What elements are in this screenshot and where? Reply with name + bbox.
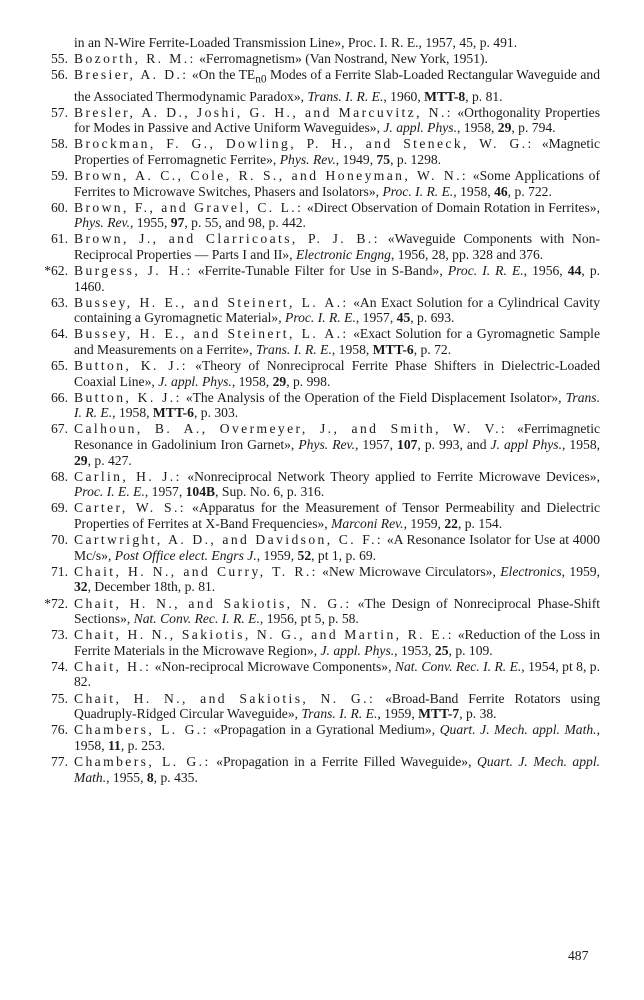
- reference-number: 61.: [51, 231, 68, 247]
- volume: 46: [494, 183, 508, 199]
- text-segment: , p. 55, and 98, p. 442.: [184, 215, 306, 231]
- journal-title: Electronics: [500, 563, 562, 579]
- reference-number: 67.: [51, 421, 68, 437]
- reference-entry: [30, 200, 600, 231]
- journal-title: Post Office elect. Engrs J.: [114, 547, 257, 563]
- text-segment: , 1959,: [561, 563, 600, 579]
- volume: 107: [397, 437, 418, 453]
- journal-title: J. appl. Phys.: [383, 120, 457, 136]
- authors: Chait, H. N., and Sakiotis, N. G.:: [74, 690, 376, 706]
- text-segment: , p. 81.: [465, 88, 503, 104]
- text-segment: , p. 794.: [511, 120, 556, 136]
- journal-title: Proc. I. R. E.: [382, 183, 454, 199]
- text-segment: , p. 722.: [507, 183, 552, 199]
- reference-number: 77.: [51, 753, 68, 769]
- volume: MTT-6: [372, 342, 414, 357]
- journal-title: Trans. I. R. E.: [74, 389, 600, 421]
- journal-title: Trans. I. R. E.: [301, 706, 378, 722]
- reference-number: 71.: [51, 563, 68, 579]
- text-segment: , 1958,: [331, 342, 373, 357]
- reference-entry: [30, 691, 600, 722]
- reference-number: 74.: [51, 658, 68, 674]
- text-segment: «Nonreciprocal Network Theory applied to Ferrite Microwave Devices»,: [181, 468, 600, 484]
- text-segment: , 1957,: [144, 484, 186, 500]
- text-segment: Modes of a Ferrite Slab-Loaded Rectangular Waveguide and the Associated Thermodynamic Paradox»,: [74, 67, 600, 104]
- reference-number: 59.: [51, 167, 68, 183]
- text-segment: «Direct Observation of Domain Rotation in Ferrites»,: [303, 199, 600, 215]
- text-segment: , 1960,: [383, 88, 425, 104]
- text-segment: «Some Applications of Ferrites to Microwave Switches, Phasers and Isolators»,: [74, 167, 601, 199]
- volume: 45: [459, 35, 473, 50]
- text-segment: «Theory of Nonreciprocal Ferrite Phase Shifters in Dielectric-Loaded Coaxial Line»,: [74, 358, 600, 389]
- text-segment: , 1954, pt 8, p. 82.: [74, 658, 600, 690]
- text-segment: «Apparatus for the Measurement of Tensor Permeability and Dielectric Properties of Ferrites at X-Band Frequencies»,: [74, 500, 601, 532]
- journal-title: Electronic Engng: [295, 246, 391, 262]
- journal-title: Quart. J. Mech. appl. Math.: [74, 753, 600, 785]
- reference-entry: [30, 754, 600, 785]
- text-segment: , p. 1298.: [390, 151, 442, 167]
- text-segment: «Non-reciprocal Microwave Components»,: [151, 658, 395, 674]
- text-segment: , 1957,: [355, 310, 397, 326]
- reference-entry: [30, 627, 600, 658]
- volume: 75: [376, 151, 391, 167]
- text-segment: , pt 1, p. 69.: [311, 547, 377, 563]
- volume: 44: [567, 263, 582, 279]
- text-segment: , 1958,: [74, 722, 600, 753]
- subscript: n0: [255, 73, 267, 86]
- authors: Brockman, F. G., Dowling, P. H., and Steneck, W. G.:: [74, 136, 534, 152]
- text-segment: , 1957,: [354, 437, 398, 453]
- authors: Button, K. J.:: [74, 358, 188, 374]
- text-segment: , December 18th, p. 81.: [87, 579, 216, 595]
- authors: Burgess, J. H.:: [74, 263, 193, 279]
- reference-entry: [30, 295, 600, 326]
- text-segment: , p. 154.: [457, 516, 503, 532]
- text-segment: , 1956,: [523, 263, 568, 279]
- text-segment: , 1956, 28, pp. 328 and 376.: [390, 246, 544, 262]
- authors: Chait, H.:: [74, 658, 152, 674]
- volume: 8: [146, 769, 154, 785]
- volume: MTT-8: [424, 88, 466, 104]
- volume: 32: [74, 579, 88, 595]
- text-segment: «Ferrite-Tunable Filter for Use in S-Band»,: [192, 263, 448, 279]
- text-segment: , 1956, pt 5, p. 58.: [259, 611, 359, 627]
- volume: 45: [396, 310, 411, 326]
- reference-entry: [30, 659, 600, 690]
- authors: Cartwright, A. D., and Davidson, C. F.:: [74, 532, 384, 548]
- text-segment: , Sup. No. 6, p. 316.: [215, 484, 325, 500]
- reference-entry: [30, 326, 600, 357]
- authors: Brown, J., and Clarricoats, P. J. B.:: [74, 231, 380, 247]
- text-segment: , p. 427.: [87, 452, 132, 468]
- reference-number: 70.: [51, 532, 68, 548]
- reference-entry: [30, 67, 600, 104]
- reference-number: 63.: [51, 294, 68, 310]
- reference-entry: [30, 358, 600, 389]
- reference-entry: [30, 564, 600, 595]
- text-segment: , p. 72.: [413, 342, 452, 357]
- journal-title: Proc. I. R. E.: [347, 35, 419, 50]
- authors: Bussey, H. E., and Steinert, L. A.:: [74, 326, 349, 342]
- reference-number: 57.: [51, 104, 68, 120]
- journal-title: Phys. Rev.: [298, 437, 355, 453]
- continued-reference: [30, 35, 600, 51]
- journal-title: Phys. Rev.: [74, 215, 130, 231]
- text-segment: «Exact Solution for a Gyromagnetic Sample and Measurements on a Ferrite»,: [74, 326, 600, 357]
- text-segment: , p. 435.: [153, 769, 198, 785]
- text-segment: , p. 1460.: [74, 263, 601, 294]
- text-segment: , 1949,: [335, 151, 377, 167]
- authors: Chambers, L. G.:: [74, 753, 211, 769]
- reference-number: *62.: [44, 263, 68, 279]
- journal-title: Phys. Rev.: [279, 151, 336, 167]
- reference-number: 55.: [51, 51, 68, 67]
- reference-number: 64.: [51, 326, 68, 342]
- text-segment: «Orthogonality Properties for Modes in Passive and Active Uniform Waveguides»,: [74, 104, 600, 136]
- text-segment: «A Resonance Isolator for Use at 4000 Mc/s»,: [74, 532, 600, 563]
- volume: 29: [74, 452, 88, 468]
- reference-entry: [30, 421, 600, 468]
- page-number: 487: [568, 948, 589, 963]
- volume: 52: [297, 547, 312, 563]
- volume: 22: [444, 516, 458, 532]
- volume: 11: [107, 737, 121, 753]
- reference-entries: [30, 51, 600, 785]
- authors: Carter, W. S.:: [74, 500, 186, 516]
- text-segment: «The Design of Nonreciprocal Phase-Shift Sections»,: [74, 595, 601, 627]
- text-segment: , 1958,: [562, 437, 601, 453]
- authors: Bresler, A. D., Joshi, G. H., and Marcuvitz, N.:: [74, 104, 453, 120]
- volume: 29: [497, 120, 512, 136]
- text-segment: in an N-Wire Ferrite-Loaded Transmission Line»,: [74, 35, 348, 50]
- journal-title: Trans. I. R. E.: [255, 342, 332, 357]
- reference-entry: [30, 722, 600, 753]
- text-segment: «Waveguide Components with Non-Reciprocal Properties — Parts I and II»,: [74, 231, 600, 262]
- authors: Bozorth, R. M.:: [74, 51, 196, 67]
- text-segment: , 1959,: [256, 547, 298, 563]
- reference-number: 68.: [51, 468, 68, 484]
- text-segment: , 1955,: [129, 215, 171, 231]
- text-segment: , 1953,: [394, 642, 435, 658]
- text-segment: , 1958,: [457, 120, 498, 136]
- text-segment: «Reduction of the Loss in Ferrite Materials in the Microwave Region»,: [74, 627, 600, 658]
- journal-title: Proc. I. E. E.: [74, 484, 145, 500]
- volume: MTT-7: [418, 706, 460, 722]
- reference-entry: [30, 500, 600, 531]
- authors: Calhoun, B. A., Overmeyer, J., and Smith, W. V.:: [74, 421, 508, 437]
- reference-number: 76.: [51, 722, 68, 738]
- text-segment: , 1959,: [403, 516, 445, 532]
- reference-entry: [30, 532, 600, 563]
- reference-number: 60.: [51, 199, 68, 215]
- authors: Bresier, A. D.:: [74, 67, 189, 83]
- reference-entry: [30, 168, 600, 199]
- text-segment: , p. 38.: [459, 706, 497, 722]
- text-segment: «An Exact Solution for a Cylindrical Cavity containing a Gyromagnetic Material»,: [74, 294, 601, 326]
- authors: Brown, A. C., Cole, R. S., and Honeyman, W. N.:: [74, 167, 469, 183]
- reference-number: 69.: [51, 500, 68, 516]
- text-segment: , 1957,: [418, 35, 460, 50]
- journal-title: Proc. I. R. E.: [285, 310, 356, 326]
- reference-list: [30, 35, 600, 786]
- text-segment: , p. 993, and: [417, 437, 491, 453]
- journal-title: J. appl. Phys.: [158, 373, 232, 389]
- text-segment: , 1958,: [112, 405, 153, 421]
- journal-title: Quart. J. Mech. appl. Math.: [439, 722, 597, 738]
- journal-title: Nat. Conv. Rec. I. R. E.: [394, 658, 522, 674]
- volume: 104B: [185, 484, 216, 500]
- text-segment: , 1958,: [231, 373, 273, 389]
- reference-entry: [30, 136, 600, 167]
- reference-number: 73.: [51, 627, 68, 643]
- text-segment: «On the TE: [188, 67, 256, 83]
- text-segment: «Ferromagnetism» (Van Nostrand, New York, 1951).: [195, 51, 488, 67]
- reference-entry: [30, 596, 600, 627]
- authors: Button, K. J.:: [74, 389, 182, 405]
- reference-number: 58.: [51, 136, 68, 152]
- reference-number: 65.: [51, 358, 68, 374]
- authors: Brown, F., and Gravel, C. L.:: [74, 199, 304, 215]
- reference-entry: [30, 390, 600, 421]
- text-segment: , p. 491.: [472, 35, 518, 50]
- volume: 97: [170, 215, 185, 231]
- journal-title: J. appl Phys.: [490, 437, 562, 453]
- reference-number: 75.: [51, 690, 68, 706]
- reference-number: 66.: [51, 389, 68, 405]
- text-segment: «The Analysis of the Operation of the Field Displacement Isolator»,: [181, 389, 566, 405]
- text-segment: , 1959,: [377, 706, 419, 722]
- text-segment: , p. 253.: [120, 737, 166, 753]
- reference-entry: [30, 51, 600, 67]
- reference-entry: [30, 263, 600, 294]
- reference-entry: [30, 105, 600, 136]
- authors: Bussey, H. E., and Steinert, L. A.:: [74, 294, 349, 310]
- journal-title: J. appl. Phys.: [320, 642, 395, 658]
- journal-title: Proc. I. R. E.: [447, 263, 524, 279]
- authors: Chambers, L. G.:: [74, 722, 209, 738]
- text-segment: , 1955,: [106, 769, 147, 785]
- volume: 29: [272, 373, 287, 389]
- journal-title: Trans. I. R. E.: [307, 88, 384, 104]
- authors: Chait, H. N., and Sakiotis, N. G.:: [74, 595, 352, 611]
- text-segment: «New Microwave Circulators»,: [317, 563, 501, 579]
- reference-number: *72.: [44, 595, 68, 611]
- volume: MTT-6: [152, 405, 194, 421]
- volume: 25: [434, 642, 449, 658]
- authors: Chait, H. N., Sakiotis, N. G., and Martin, R. E.:: [74, 627, 454, 643]
- reference-entry: [30, 469, 600, 500]
- text-segment: , p. 693.: [410, 310, 455, 326]
- text-segment: «Ferrimagnetic Resonance in Gadolinium Iron Garnet»,: [74, 421, 601, 453]
- reference-entry: [30, 231, 600, 262]
- text-segment: «Propagation in a Gyrational Medium»,: [208, 722, 440, 738]
- authors: Chait, H. N., and Curry, T. R.:: [74, 563, 318, 579]
- text-segment: , p. 109.: [448, 642, 493, 658]
- journal-title: Nat. Conv. Rec. I. R. E.: [133, 611, 260, 627]
- reference-number: 56.: [51, 67, 68, 83]
- text-segment: «Broad-Band Ferrite Rotators using Quadruply-Ridged Circular Waveguide»,: [74, 690, 600, 722]
- text-segment: , p. 998.: [286, 373, 331, 389]
- journal-title: Marconi Rev.: [331, 516, 404, 532]
- text-segment: , 1958,: [453, 183, 495, 199]
- text-segment: , p. 303.: [193, 405, 239, 421]
- authors: Carlin, H. J.:: [74, 468, 182, 484]
- text-segment: «Propagation in a Ferrite Filled Waveguide»,: [210, 753, 478, 769]
- text-segment: «Magnetic Properties of Ferromagnetic Ferrite»,: [74, 136, 601, 167]
